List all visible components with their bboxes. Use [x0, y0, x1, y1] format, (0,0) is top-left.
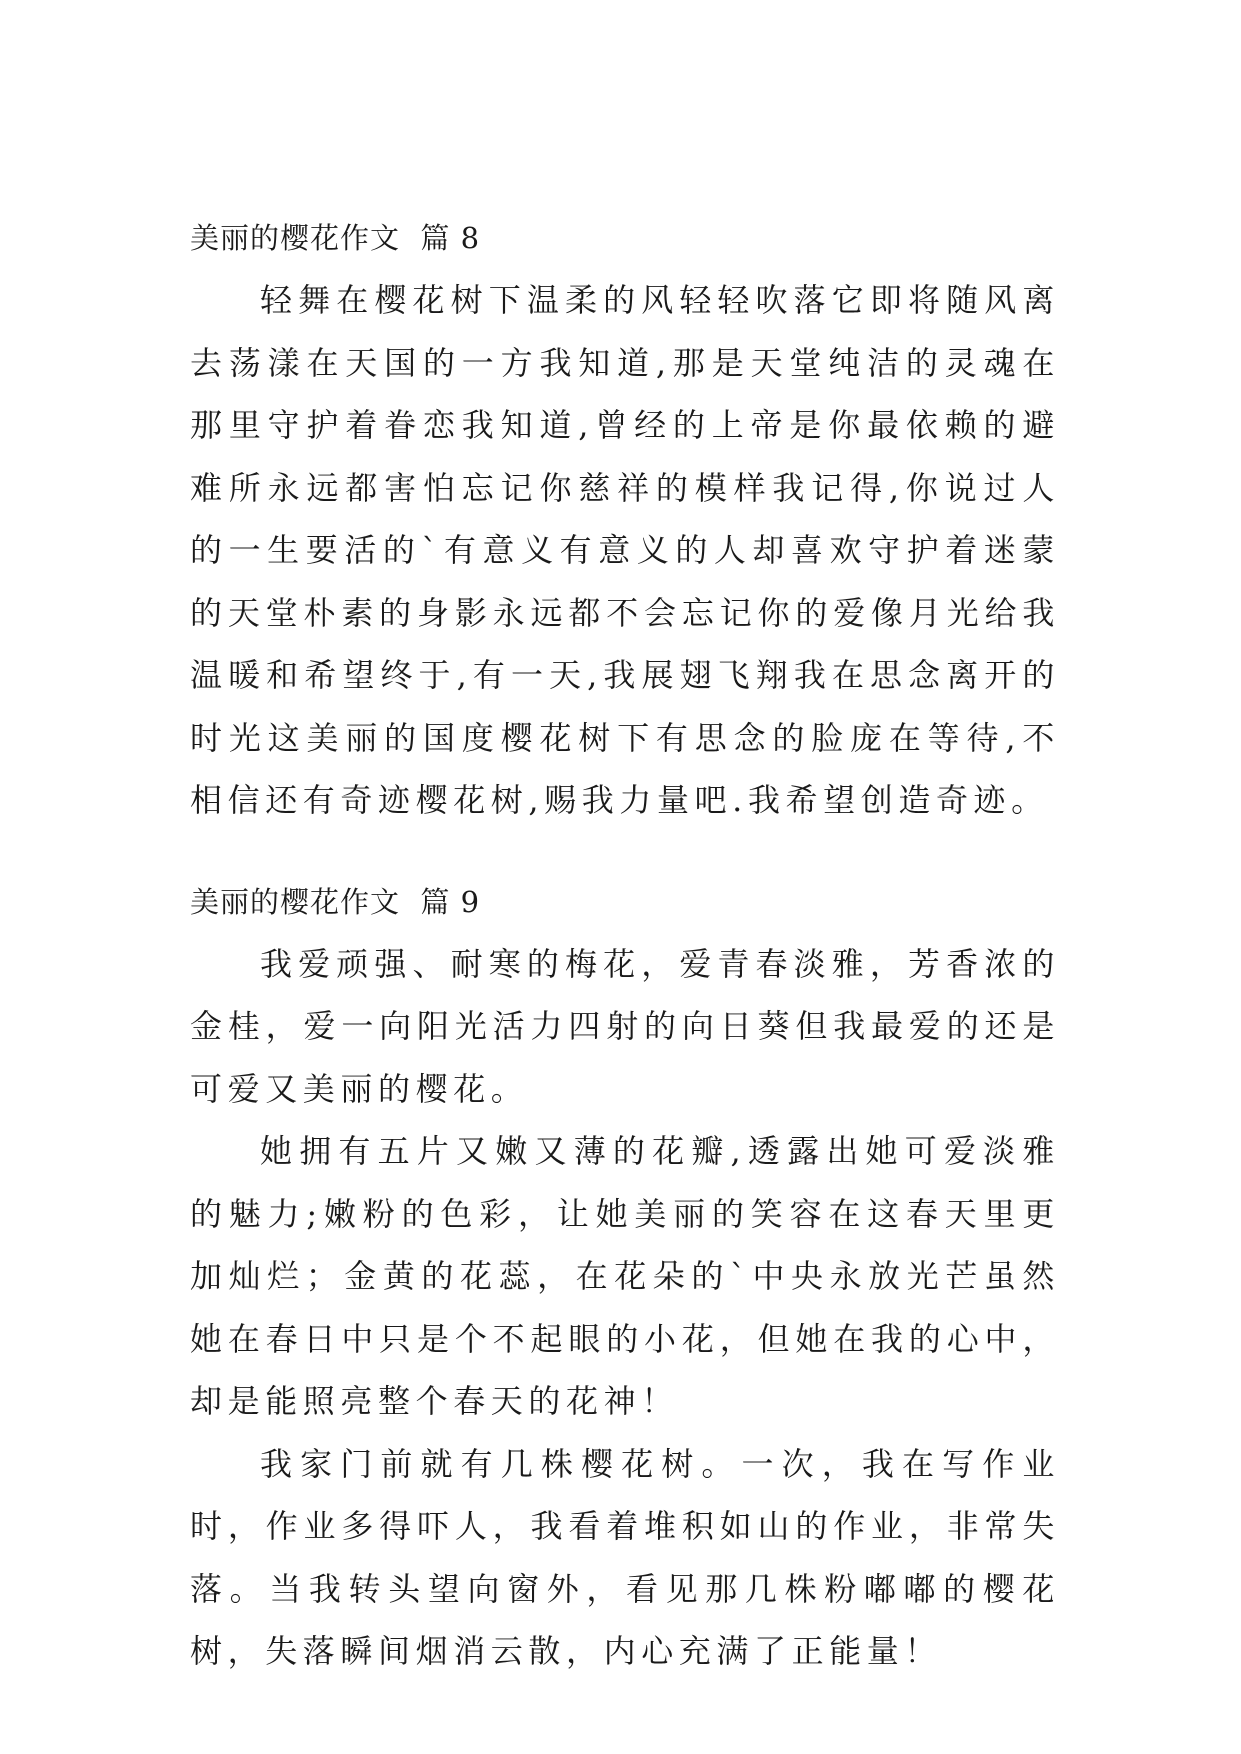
section-title: 美丽的樱花作文 篇 8 [190, 221, 481, 255]
section-title: 美丽的樱花作文 篇 9 [190, 884, 481, 919]
paragraph: 我爱顽强、耐寒的梅花，爱青春淡雅，芳香浓的金桂，爱一向阳光活力四射的向日葵但我最爱的还是可爱又美丽的樱花。 [190, 944, 1060, 1108]
essay-section-9 [190, 882, 1060, 1683]
paragraph: 轻舞在樱花树下温柔的风轻轻吹落它即将随风离去荡漾在天国的一方我知道,那是天堂纯洁的灵魂在那里守护着眷恋我知道,曾经的上帝是你最依赖的避难所永远都害怕忘记你慈祥的模样我记得,你说过人的一生要活的`有意义有意义的人却喜欢守护着迷蒙的天堂朴素的身影永远都不会忘记你的爱像月光给我温暖和希望终于,有一天,我展翅飞翔我在思念离开的时光这美丽的国度樱花树下有思念的脸庞在等待,不相信还有奇迹樱花树,赐我力量吧.我希望创造奇迹。 [190, 281, 1060, 819]
essay-section-8 [190, 218, 1060, 832]
paragraph: 她拥有五片又嫩又薄的花瓣,透露出她可爱淡雅的魅力;嫩粉的色彩，让她美丽的笑容在这春天里更加灿烂；金黄的花蕊，在花朵的`中央永放光芒虽然她在春日中只是个不起眼的小花，但她在我的心中，却是能照亮整个春天的花神！ [190, 1132, 1060, 1420]
paragraph: 我家门前就有几株樱花树。一次，我在写作业时，作业多得吓人，我看着堆积如山的作业，非常失落。当我转头望向窗外，看见那几株粉嘟嘟的樱花树，失落瞬间烟消云散，内心充满了正能量！ [190, 1444, 1060, 1670]
document-body [190, 218, 1060, 1683]
